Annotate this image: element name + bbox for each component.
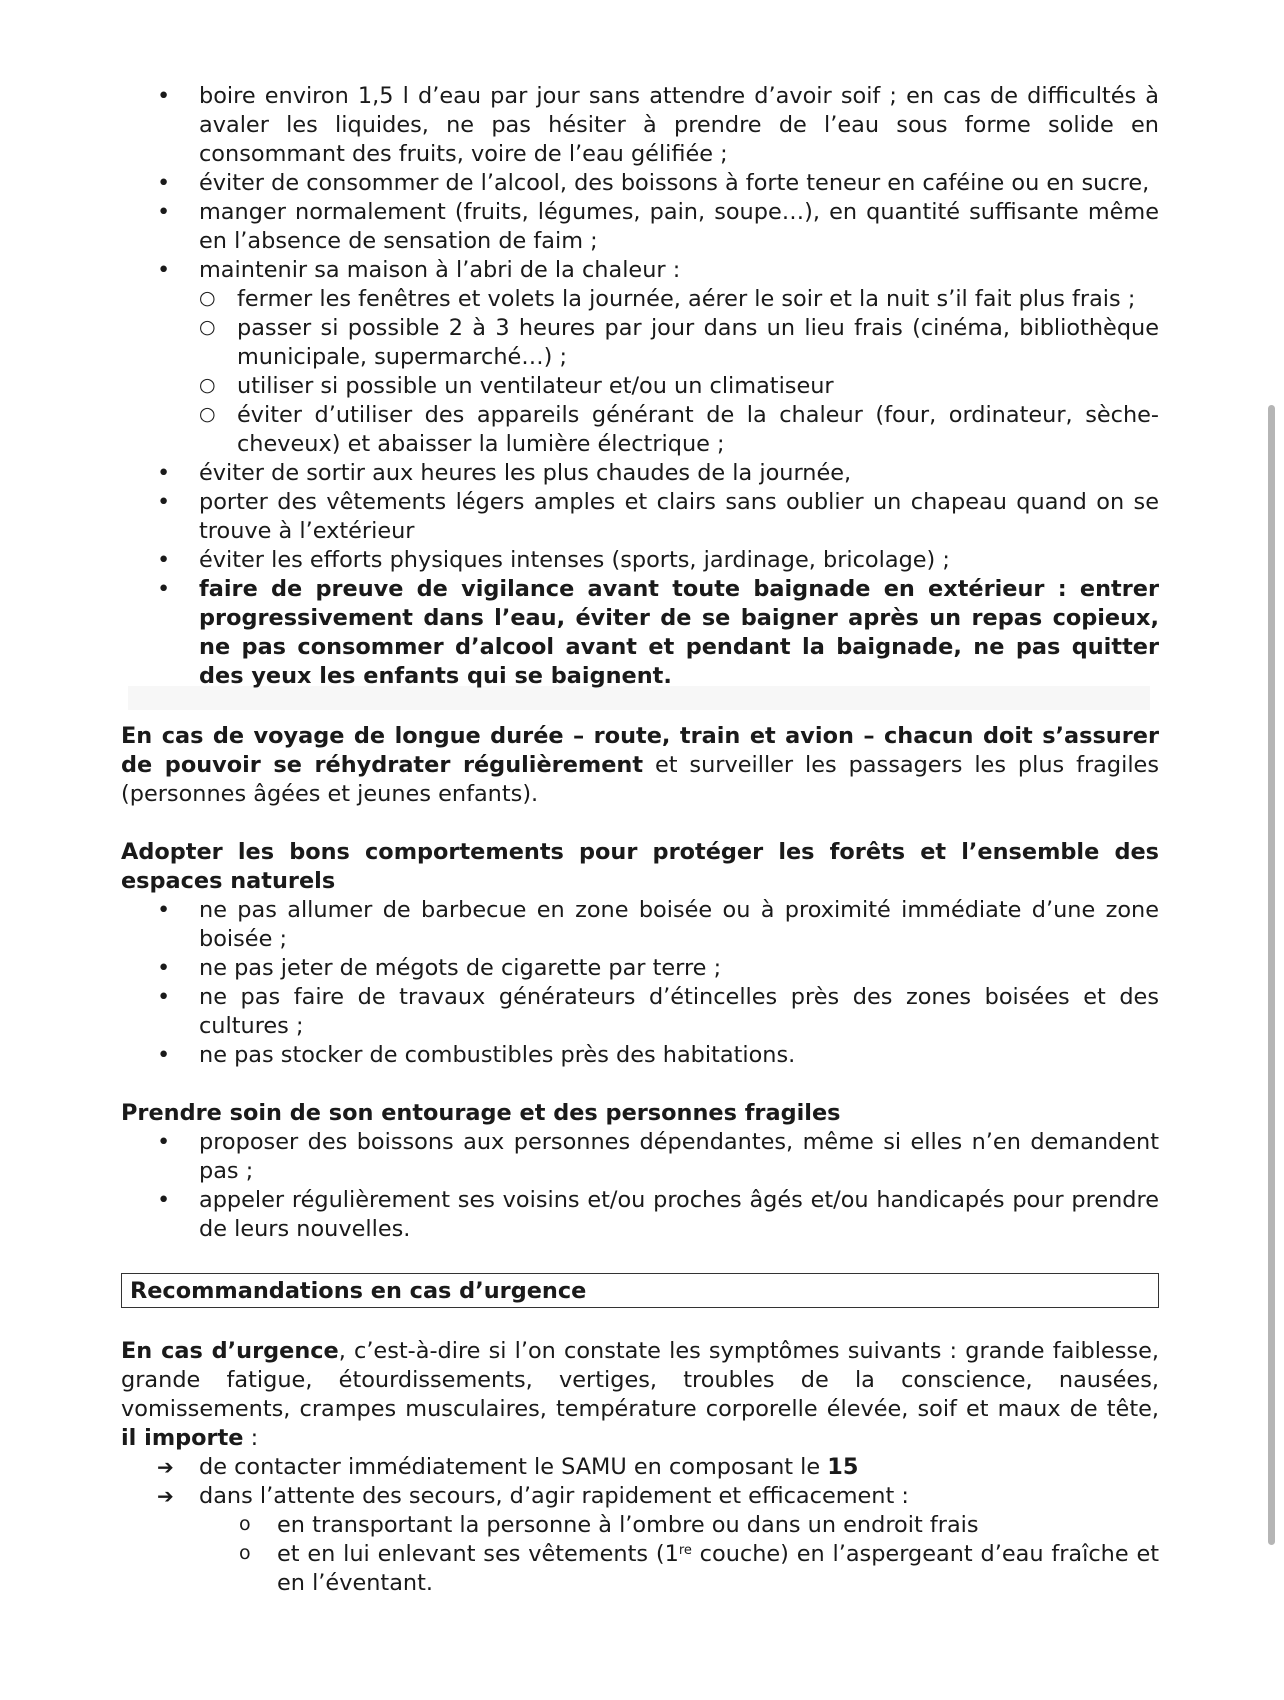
sublist-item: o en transportant la personne à l’ombre ou dans un endroit frais: [239, 1512, 979, 1538]
bullet-icon: •: [157, 257, 171, 283]
sublist-item: ○ passer si possible 2 à 3 heures par jour dans un lieu frais (cinéma, bibliothèque municipale, supermarché…) ;: [199, 315, 1159, 370]
urgence-paragraph: En cas d’urgence, c’est-à-dire si l’on constate les symptômes suivants : grande faiblesse, grande fatigue, étourdissements, vertiges, troubles de la conscience, nausées, vomissements, crampes musculaires, température corporelle élevée, soif et maux de tête, il importe :: [121, 1338, 1159, 1451]
circle-bullet-icon: ○: [199, 403, 216, 425]
bullet-icon: •: [157, 897, 171, 923]
sublist-item: ○ utiliser si possible un ventilateur et/ou un climatiseur: [199, 373, 834, 399]
document-body: [121, 82, 1159, 1598]
list-item: • appeler régulièrement ses voisins et/ou proches âgés et/ou handicapés pour prendre de leurs nouvelles.: [157, 1187, 1159, 1242]
arrow-item: ➔ dans l’attente des secours, d’agir rapidement et efficacement :: [157, 1483, 909, 1509]
list-item-bold: • faire de preuve de vigilance avant toute baignade en extérieur : entrer progressivement dans l’eau, éviter de se baigner après un repas copieux, ne pas consommer d’alcool avant et pendant la baignade, ne pas quitter des yeux les enfants qui se baignent.: [157, 576, 1159, 689]
circle-bullet-icon: o: [239, 1513, 251, 1535]
bullet-icon: •: [157, 1042, 171, 1068]
list-item: • manger normalement (fruits, légumes, pain, soupe…), en quantité suffisante même en l’absence de sensation de faim ;: [157, 199, 1159, 254]
circle-bullet-icon: ○: [199, 287, 216, 309]
bullet-icon: •: [157, 199, 171, 225]
list-item: • ne pas stocker de combustibles près des habitations.: [157, 1042, 796, 1068]
bullet-icon: •: [157, 984, 171, 1010]
list-item: • maintenir sa maison à l’abri de la chaleur :: [157, 257, 681, 283]
entourage-list: [121, 1128, 1159, 1244]
advice-list-continued: [121, 459, 1159, 691]
voyage-paragraph: En cas de voyage de longue durée – route, train et avion – chacun doit s’assurer de pouvoir se réhydrater régulièrement et surveiller les passagers les plus fragiles (personnes âgées et jeunes enfants).: [121, 723, 1159, 807]
list-item: • ne pas jeter de mégots de cigarette par terre ;: [157, 955, 722, 981]
list-item: • éviter de consommer de l’alcool, des boissons à forte teneur en caféine ou en sucre,: [157, 170, 1150, 196]
arrow-right-icon: ➔: [157, 1455, 174, 1479]
bullet-icon: •: [157, 1129, 171, 1155]
forets-list: [121, 896, 1159, 1070]
bullet-icon: •: [157, 170, 171, 196]
list-item: • éviter les efforts physiques intenses (sports, jardinage, bricolage) ;: [157, 547, 950, 573]
circle-bullet-icon: o: [239, 1542, 251, 1564]
forets-heading: Adopter les bons comportements pour protéger les forêts et l’ensemble des espaces naturels: [121, 839, 1159, 894]
bullet-icon: •: [157, 576, 171, 602]
circle-bullet-icon: ○: [199, 316, 216, 338]
list-item: • ne pas faire de travaux générateurs d’étincelles près des zones boisées et des cultures ;: [157, 984, 1159, 1039]
sublist-item: o et en lui enlevant ses vêtements (1re couche) en l’aspergeant d’eau fraîche et en l’éventant.: [239, 1541, 1159, 1596]
sublist-item: ○ éviter d’utiliser des appareils générant de la chaleur (four, ordinateur, sèche-cheveux) et abaisser la lumière électrique ;: [199, 402, 1159, 457]
circle-bullet-icon: ○: [199, 374, 216, 396]
bullet-icon: •: [157, 460, 171, 486]
bullet-icon: •: [157, 955, 171, 981]
bullet-icon: •: [157, 83, 171, 109]
entourage-heading: Prendre soin de son entourage et des personnes fragiles: [121, 1100, 841, 1126]
house-sublist: [121, 285, 1159, 459]
urgence-actions: [121, 1453, 1159, 1511]
list-item: • éviter de sortir aux heures les plus chaudes de la journée,: [157, 460, 852, 486]
arrow-right-icon: ➔: [157, 1484, 174, 1508]
vertical-scrollbar[interactable]: [1268, 405, 1275, 1545]
advice-list: [121, 82, 1159, 285]
bullet-icon: •: [157, 489, 171, 515]
bullet-icon: •: [157, 547, 171, 573]
urgence-subactions: [121, 1511, 1159, 1598]
list-item: • proposer des boissons aux personnes dépendantes, même si elles n’en demandent pas ;: [157, 1129, 1159, 1184]
list-item: • ne pas allumer de barbecue en zone boisée ou à proximité immédiate d’une zone boisée ;: [157, 897, 1159, 952]
sublist-item: ○ fermer les fenêtres et volets la journée, aérer le soir et la nuit s’il fait plus frais ;: [199, 286, 1136, 312]
bullet-icon: •: [157, 1187, 171, 1213]
urgence-box-title: Recommandations en cas d’urgence: [121, 1273, 1159, 1308]
arrow-item: ➔ de contacter immédiatement le SAMU en composant le 15: [157, 1454, 859, 1480]
list-item: • porter des vêtements légers amples et clairs sans oublier un chapeau quand on se trouve à l’extérieur: [157, 489, 1159, 544]
list-item: • boire environ 1,5 l d’eau par jour sans attendre d’avoir soif ; en cas de difficultés à avaler les liquides, ne pas hésiter à prendre de l’eau sous forme solide en consommant des fruits, voire de l’eau gélifiée ;: [157, 83, 1159, 167]
